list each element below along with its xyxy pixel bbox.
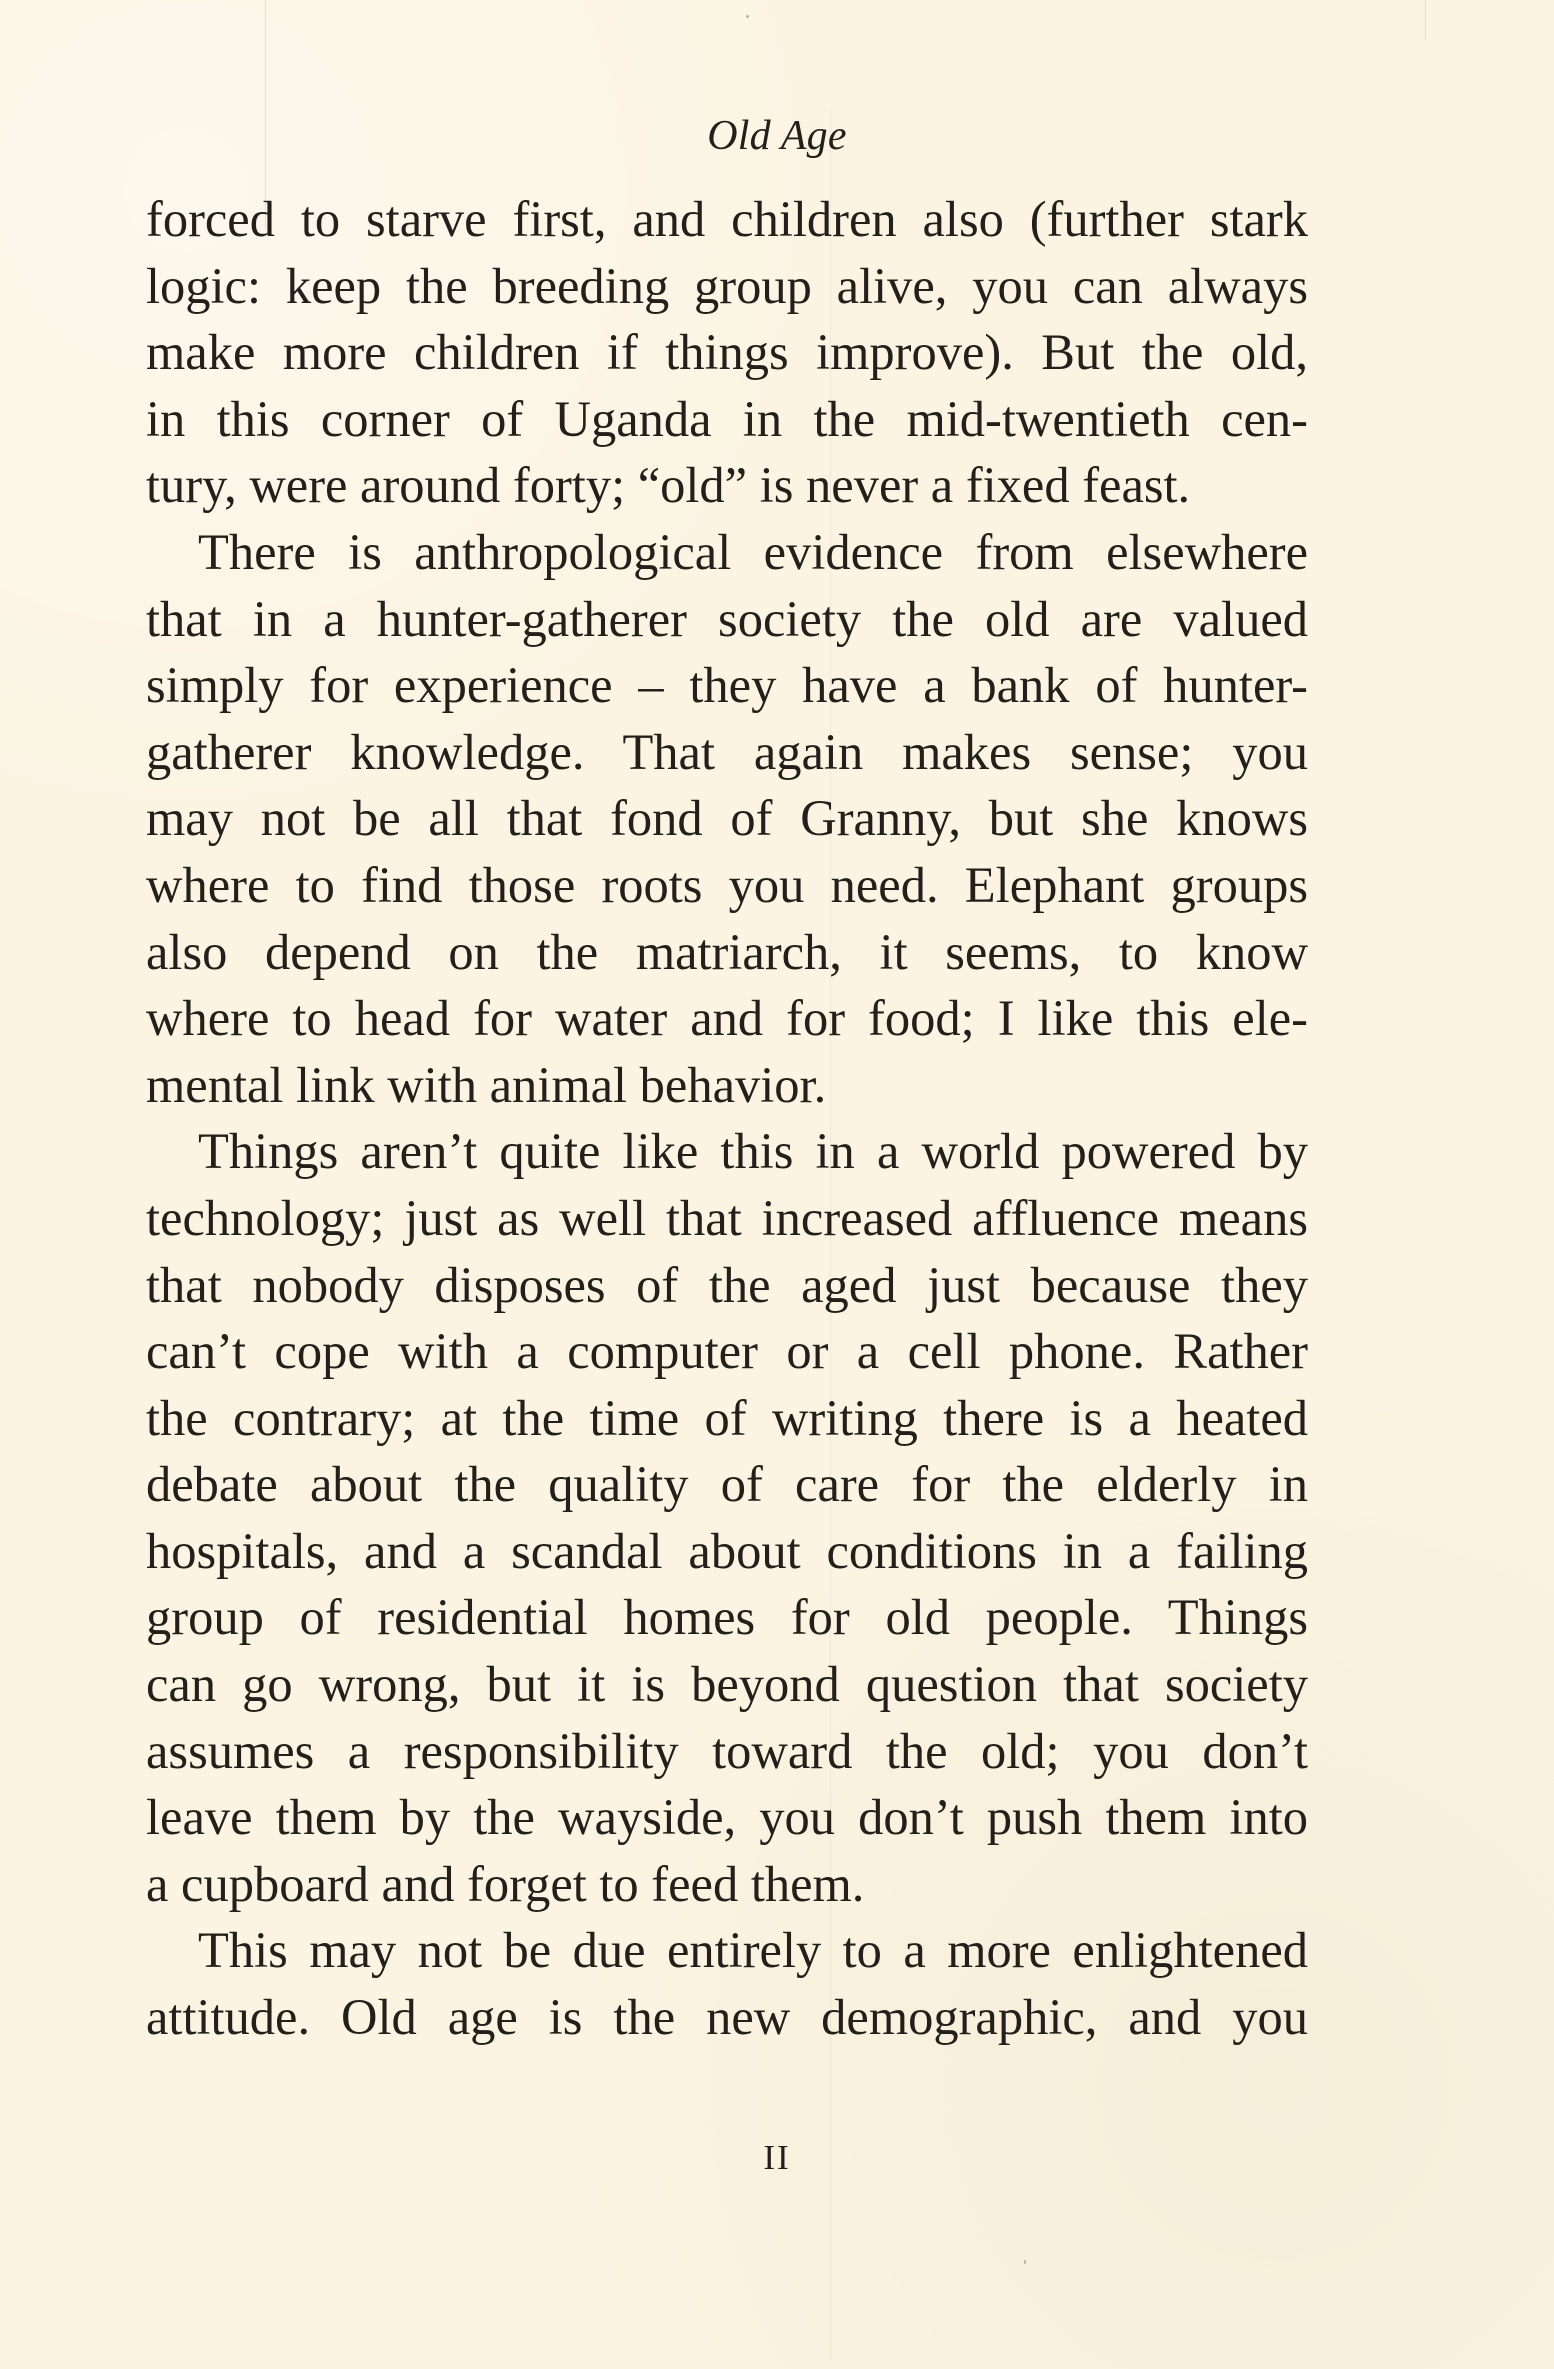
text-line: can go wrong, but it is beyond question that society <box>146 1656 1308 1713</box>
text-line: gatherer knowledge. That again makes sense; you <box>146 723 1308 780</box>
text-line: make more children if things improve). But the old, <box>146 324 1308 381</box>
text-line: leave them by the wayside, you don’t push them into <box>146 1789 1308 1846</box>
paper-speck <box>746 15 749 18</box>
text-line: the contrary; at the time of writing there is a heated <box>146 1389 1308 1446</box>
paper-fold-right <box>1425 0 1426 40</box>
text-line: can’t cope with a computer or a cell phone. Rather <box>146 1323 1308 1380</box>
text-line: mental link with animal behavior. <box>146 1056 827 1113</box>
text-line: technology; just as well that increased affluence means <box>146 1189 1308 1246</box>
text-line: a cupboard and forget to feed them. <box>146 1855 865 1912</box>
text-line: attitude. Old age is the new demographic, and you <box>146 1989 1308 2046</box>
page-number: II <box>763 2138 791 2177</box>
text-line: Things aren’t quite like this in a world powered by <box>198 1123 1308 1180</box>
text-line: where to head for water and for food; I like this ele- <box>146 990 1308 1047</box>
text-line: may not be all that fond of Granny, but she knows <box>146 790 1308 847</box>
text-line: group of residential homes for old people. Things <box>146 1589 1308 1646</box>
text-line: logic: keep the breeding group alive, you can always <box>146 257 1308 314</box>
text-line: There is anthropological evidence from elsewhere <box>198 523 1308 580</box>
text-line: tury, were around forty; “old” is never a fixed feast. <box>146 457 1191 514</box>
text-line: that in a hunter-gatherer society the old are valued <box>146 590 1308 647</box>
text-line: simply for experience – they have a bank of hunter- <box>146 657 1308 714</box>
text-line: in this corner of Uganda in the mid-twentieth cen- <box>146 390 1308 447</box>
text-line: This may not be due entirely to a more enlightened <box>198 1922 1308 1979</box>
text-line: debate about the quality of care for the elderly in <box>146 1456 1308 1513</box>
paper-speck <box>1024 2260 1026 2264</box>
text-line: assumes a responsibility toward the old; you don’t <box>146 1722 1308 1779</box>
text-line: where to find those roots you need. Elephant groups <box>146 856 1308 913</box>
text-line: hospitals, and a scandal about conditions in a failing <box>146 1522 1308 1579</box>
text-line: forced to starve first, and children also (further stark <box>146 191 1308 247</box>
running-header: Old Age <box>707 113 847 159</box>
body-text <box>146 186 1308 2051</box>
text-line: also depend on the matriarch, it seems, to know <box>146 923 1308 980</box>
text-line: that nobody disposes of the aged just because they <box>146 1256 1308 1313</box>
